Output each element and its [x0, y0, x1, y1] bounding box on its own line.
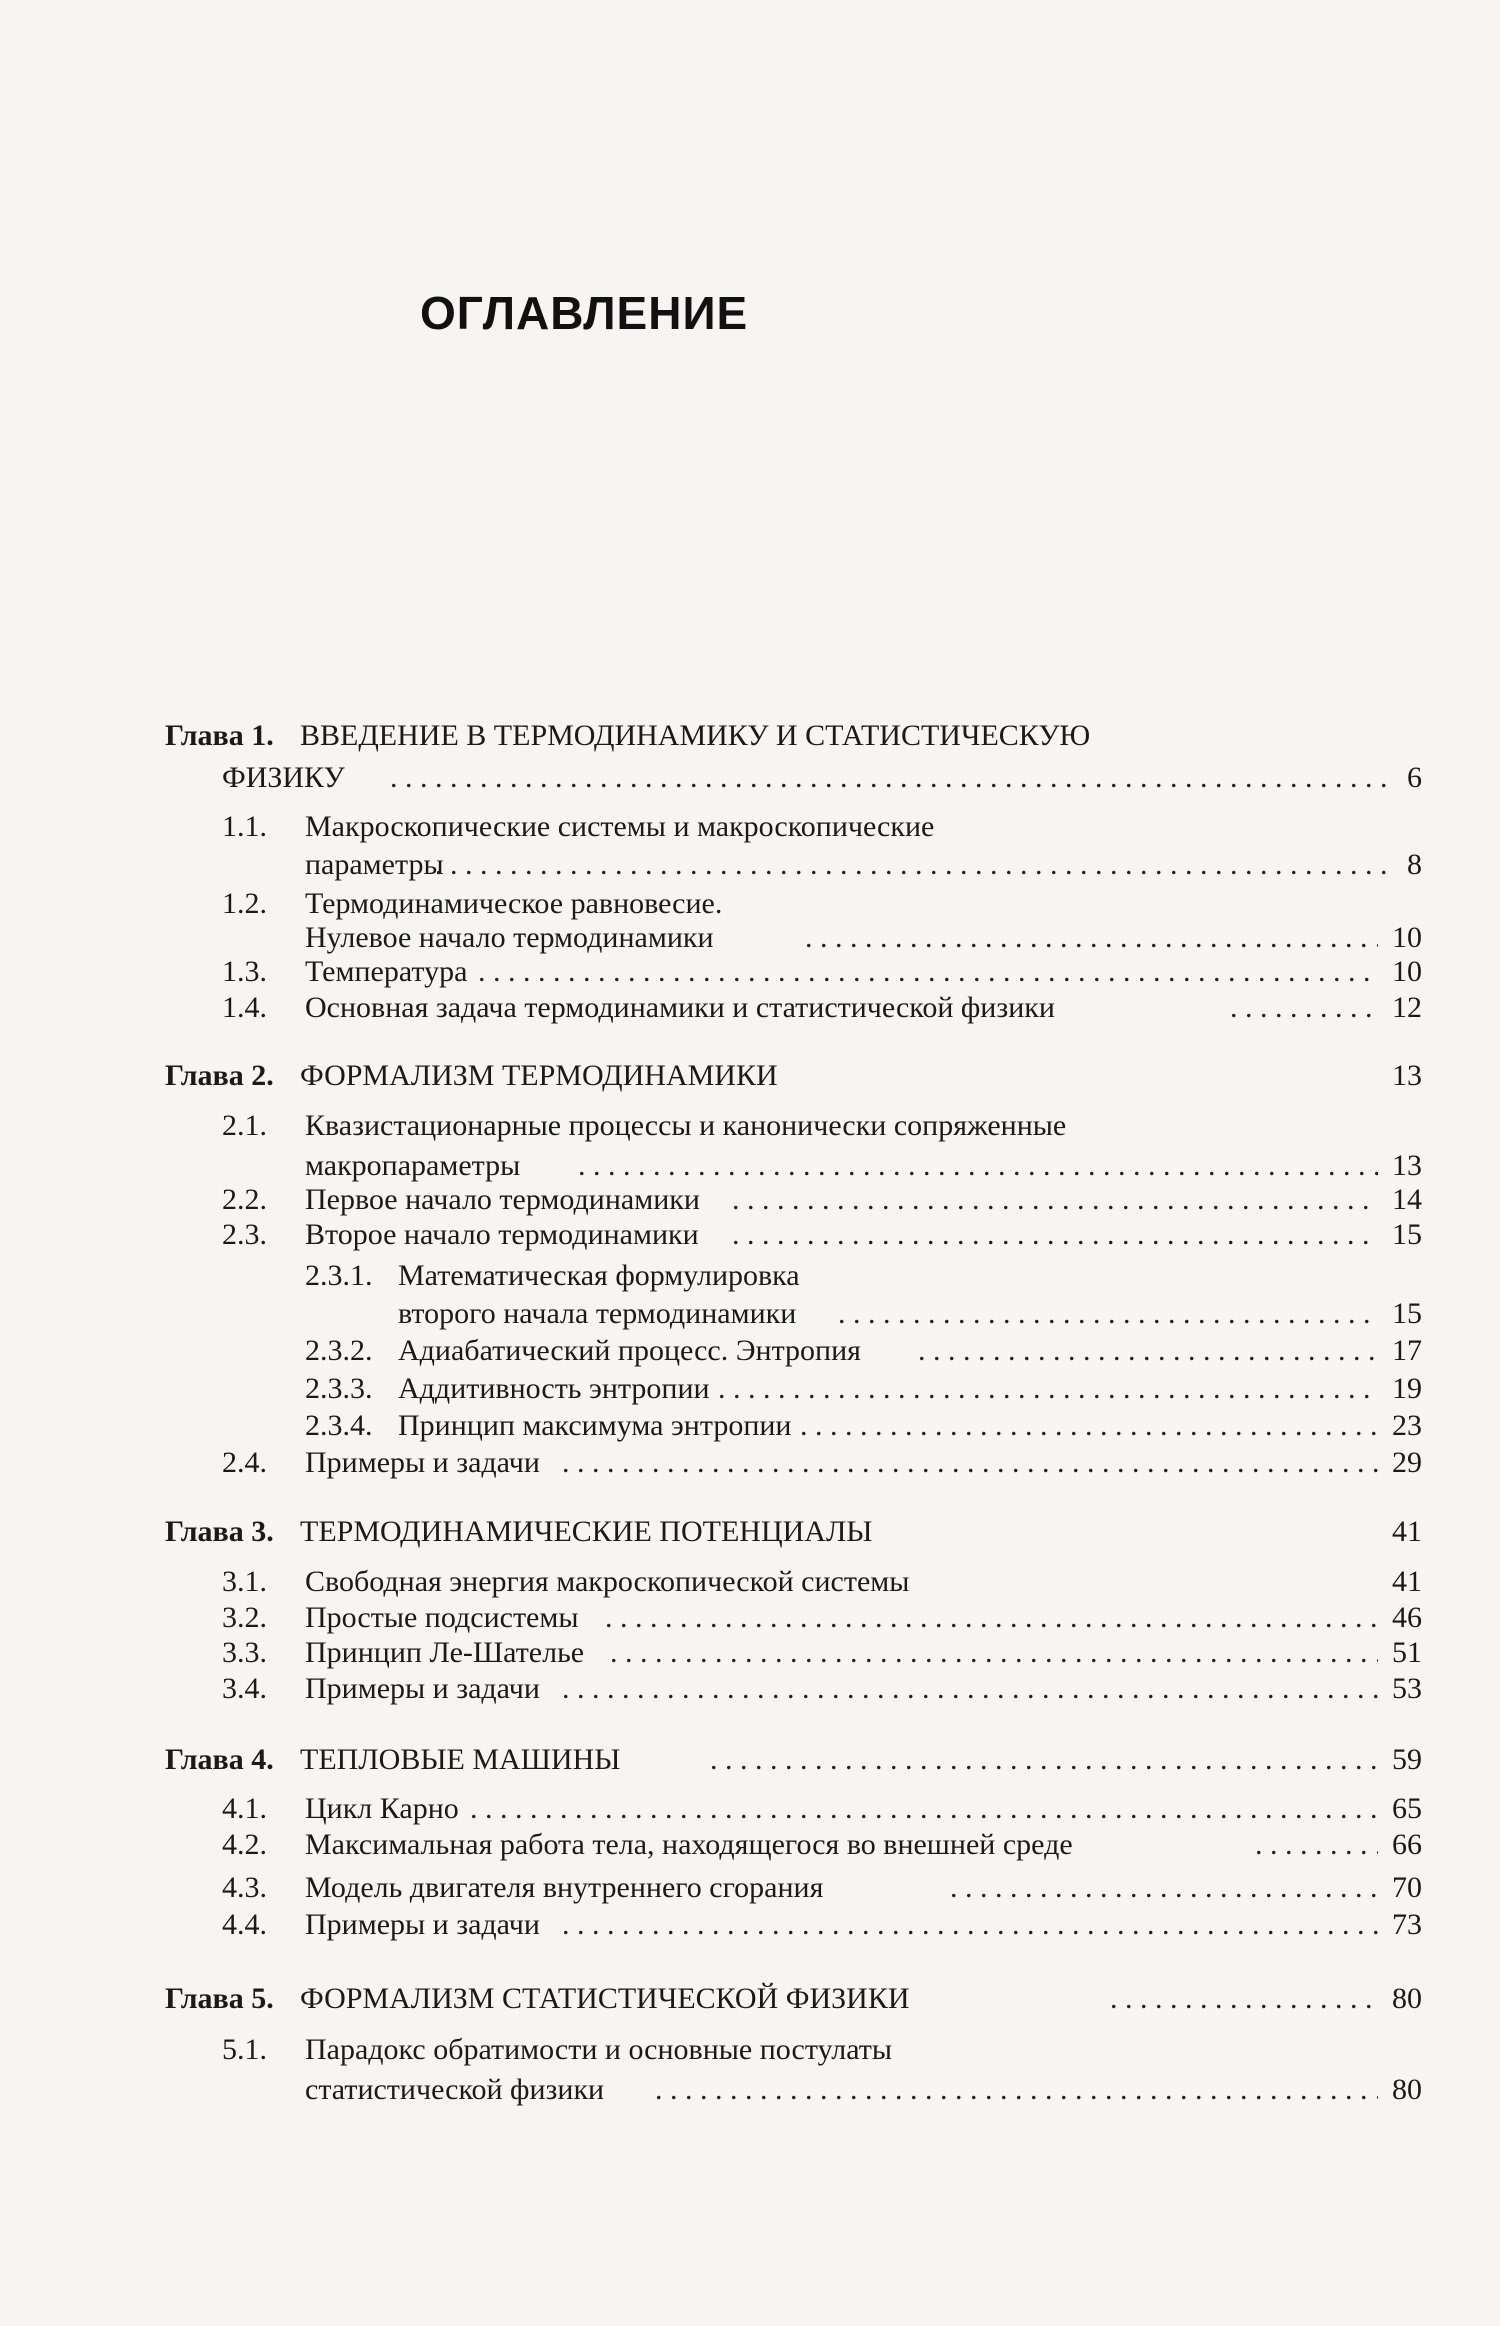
toc-chapter-1-cont	[0, 758, 1500, 798]
dot-leader	[655, 2070, 1378, 2110]
dot-leader	[950, 1868, 1378, 1908]
toc-section-5-1-cont	[0, 2070, 1500, 2110]
dot-leader	[470, 1789, 1378, 1829]
page-number: 73	[1392, 1908, 1422, 1941]
toc-chapter-4	[0, 1740, 1500, 1780]
subsection-title: Принцип максимума энтропии	[398, 1409, 792, 1442]
toc-chapter-1	[0, 716, 1500, 756]
dot-leader	[800, 1406, 1378, 1446]
dot-leader	[918, 1331, 1378, 1371]
section-title: Примеры и задачи	[305, 1908, 540, 1941]
page-number: 8	[1407, 848, 1422, 881]
dot-leader	[1230, 988, 1378, 1028]
toc-section-5-1	[0, 2030, 1500, 2070]
section-number: 2.2.	[222, 1183, 267, 1216]
section-title: Простые подсистемы	[305, 1601, 579, 1634]
dot-leader	[732, 1180, 1378, 1220]
dot-leader	[1255, 1825, 1378, 1865]
page-number: 15	[1392, 1297, 1422, 1330]
section-number: 4.2.	[222, 1828, 267, 1861]
toc-section-1-4	[0, 988, 1500, 1028]
page-number: 14	[1392, 1183, 1422, 1216]
subsection-title: Математическая формулировка	[398, 1259, 800, 1292]
page-number: 10	[1392, 955, 1422, 988]
chapter-title: ТЕРМОДИНАМИЧЕСКИЕ ПОТЕНЦИАЛЫ	[300, 1515, 873, 1548]
section-number: 2.3.	[222, 1218, 267, 1251]
section-number: 1.4.	[222, 991, 267, 1024]
chapter-title: ТЕПЛОВЫЕ МАШИНЫ	[300, 1743, 621, 1776]
section-title: Температура	[305, 955, 468, 988]
page-number: 70	[1392, 1871, 1422, 1904]
section-number: 2.1.	[222, 1109, 267, 1142]
toc-section-2-4	[0, 1443, 1500, 1483]
dot-leader	[1110, 1979, 1378, 2019]
toc-section-3-1	[0, 1562, 1500, 1602]
subsection-number: 2.3.2.	[305, 1334, 373, 1367]
section-number: 5.1.	[222, 2033, 267, 2066]
section-title: Примеры и задачи	[305, 1672, 540, 1705]
toc-subsection-2-3-2	[0, 1331, 1500, 1371]
section-number: 4.4.	[222, 1908, 267, 1941]
page-number: 15	[1392, 1218, 1422, 1251]
section-title: Модель двигателя внутреннего сгорания	[305, 1871, 824, 1904]
toc-chapter-3	[0, 1512, 1500, 1552]
dot-leader	[562, 1669, 1378, 1709]
section-number: 2.4.	[222, 1446, 267, 1479]
subsection-number: 2.3.1.	[305, 1259, 373, 1292]
section-title: Первое начало термодинамики	[305, 1183, 700, 1216]
dot-leader	[605, 1598, 1378, 1638]
chapter-title-cont: ФИЗИКУ	[222, 761, 345, 794]
toc-section-4-3	[0, 1868, 1500, 1908]
toc-section-3-2	[0, 1598, 1500, 1638]
chapter-label: Глава 2.	[165, 1059, 274, 1092]
toc-section-4-1	[0, 1789, 1500, 1829]
section-number: 1.2.	[222, 887, 267, 920]
section-title: Парадокс обратимости и основные постулаты	[305, 2033, 893, 2066]
page-number: 23	[1392, 1409, 1422, 1442]
page-number: 10	[1392, 921, 1422, 954]
toc-subsection-2-3-3	[0, 1369, 1500, 1409]
toc-section-1-3	[0, 952, 1500, 992]
toc-section-4-2	[0, 1825, 1500, 1865]
toc-section-1-1	[0, 807, 1500, 847]
toc-section-4-4	[0, 1905, 1500, 1945]
section-title: Цикл Карно	[305, 1792, 459, 1825]
subsection-number: 2.3.4.	[305, 1409, 373, 1442]
chapter-label: Глава 5.	[165, 1982, 274, 2015]
page-title: ОГЛАВЛЕНИЕ	[420, 287, 749, 339]
section-number: 4.1.	[222, 1792, 267, 1825]
toc-section-2-1	[0, 1106, 1500, 1146]
section-number: 3.1.	[222, 1565, 267, 1598]
toc-chapter-2	[0, 1056, 1500, 1096]
dot-leader	[390, 758, 1393, 798]
section-title: Макроскопические системы и макроскопические	[305, 810, 935, 843]
section-title-cont: Нулевое начало термодинамики	[305, 921, 714, 954]
dot-leader	[718, 1369, 1378, 1409]
section-number: 3.4.	[222, 1672, 267, 1705]
chapter-title: ФОРМАЛИЗМ СТАТИСТИЧЕСКОЙ ФИЗИКИ	[300, 1982, 910, 2015]
section-title: Основная задача термодинамики и статистической физики	[305, 991, 1055, 1024]
section-title: Примеры и задачи	[305, 1446, 540, 1479]
toc-subsection-2-3-1-cont	[0, 1294, 1500, 1334]
section-title: Максимальная работа тела, находящегося во внешней среде	[305, 1828, 1073, 1861]
dot-leader	[562, 1443, 1378, 1483]
page-number: 53	[1392, 1672, 1422, 1705]
toc-subsection-2-3-1	[0, 1256, 1500, 1296]
section-title-cont: макропараметры	[305, 1149, 521, 1182]
dot-leader	[710, 1740, 1378, 1780]
section-title: Второе начало термодинамики	[305, 1218, 699, 1251]
page-number: 66	[1392, 1828, 1422, 1861]
chapter-title: ВВЕДЕНИЕ В ТЕРМОДИНАМИКУ И СТАТИСТИЧЕСКУЮ	[300, 719, 1091, 752]
subsection-title: Аддитивность энтропии	[398, 1372, 710, 1405]
page-number: 59	[1392, 1743, 1422, 1776]
subsection-number: 2.3.3.	[305, 1372, 373, 1405]
toc-section-3-4	[0, 1669, 1500, 1709]
section-number: 3.2.	[222, 1601, 267, 1634]
toc-section-2-3	[0, 1215, 1500, 1255]
section-title: Свободная энергия макроскопической системы	[305, 1565, 910, 1598]
dot-leader	[562, 1905, 1378, 1945]
page-number: 13	[1392, 1149, 1422, 1182]
toc-section-1-1-cont	[0, 845, 1500, 885]
page-number: 80	[1392, 2073, 1422, 2106]
subsection-title-cont: второго начала термодинамики	[398, 1297, 797, 1330]
section-number: 1.1.	[222, 810, 267, 843]
section-title: Принцип Ле-Шателье	[305, 1636, 585, 1669]
section-title: Термодинамическое равновесие.	[305, 887, 723, 920]
chapter-label: Глава 4.	[165, 1743, 274, 1776]
dot-leader	[610, 1633, 1378, 1673]
toc-section-2-2	[0, 1180, 1500, 1220]
page-number: 51	[1392, 1636, 1422, 1669]
page-number: 41	[1392, 1565, 1422, 1598]
toc-chapter-5	[0, 1979, 1500, 2019]
section-title: Квазистационарные процессы и канонически сопряженные	[305, 1109, 1067, 1142]
page-number: 29	[1392, 1446, 1422, 1479]
page-number: 12	[1392, 991, 1422, 1024]
page-number: 13	[1392, 1059, 1422, 1092]
toc-subsection-2-3-4	[0, 1406, 1500, 1446]
section-title-cont: статистической физики	[305, 2073, 605, 2106]
dot-leader	[732, 1215, 1378, 1255]
section-title-cont: параметры	[305, 848, 444, 881]
page-number: 17	[1392, 1334, 1422, 1367]
chapter-label: Глава 3.	[165, 1515, 274, 1548]
page-number: 65	[1392, 1792, 1422, 1825]
page-number: 6	[1407, 761, 1422, 794]
chapter-title: ФОРМАЛИЗМ ТЕРМОДИНАМИКИ	[300, 1059, 778, 1092]
dot-leader	[435, 845, 1393, 885]
page-number: 46	[1392, 1601, 1422, 1634]
toc-section-3-3	[0, 1633, 1500, 1673]
page-number: 19	[1392, 1372, 1422, 1405]
page-number: 41	[1392, 1515, 1422, 1548]
page-number: 80	[1392, 1982, 1422, 2015]
dot-leader	[838, 1294, 1378, 1334]
section-number: 1.3.	[222, 955, 267, 988]
dot-leader	[478, 952, 1378, 992]
subsection-title: Адиабатический процесс. Энтропия	[398, 1334, 861, 1367]
section-number: 3.3.	[222, 1636, 267, 1669]
section-number: 4.3.	[222, 1871, 267, 1904]
chapter-label: Глава 1.	[165, 719, 274, 752]
